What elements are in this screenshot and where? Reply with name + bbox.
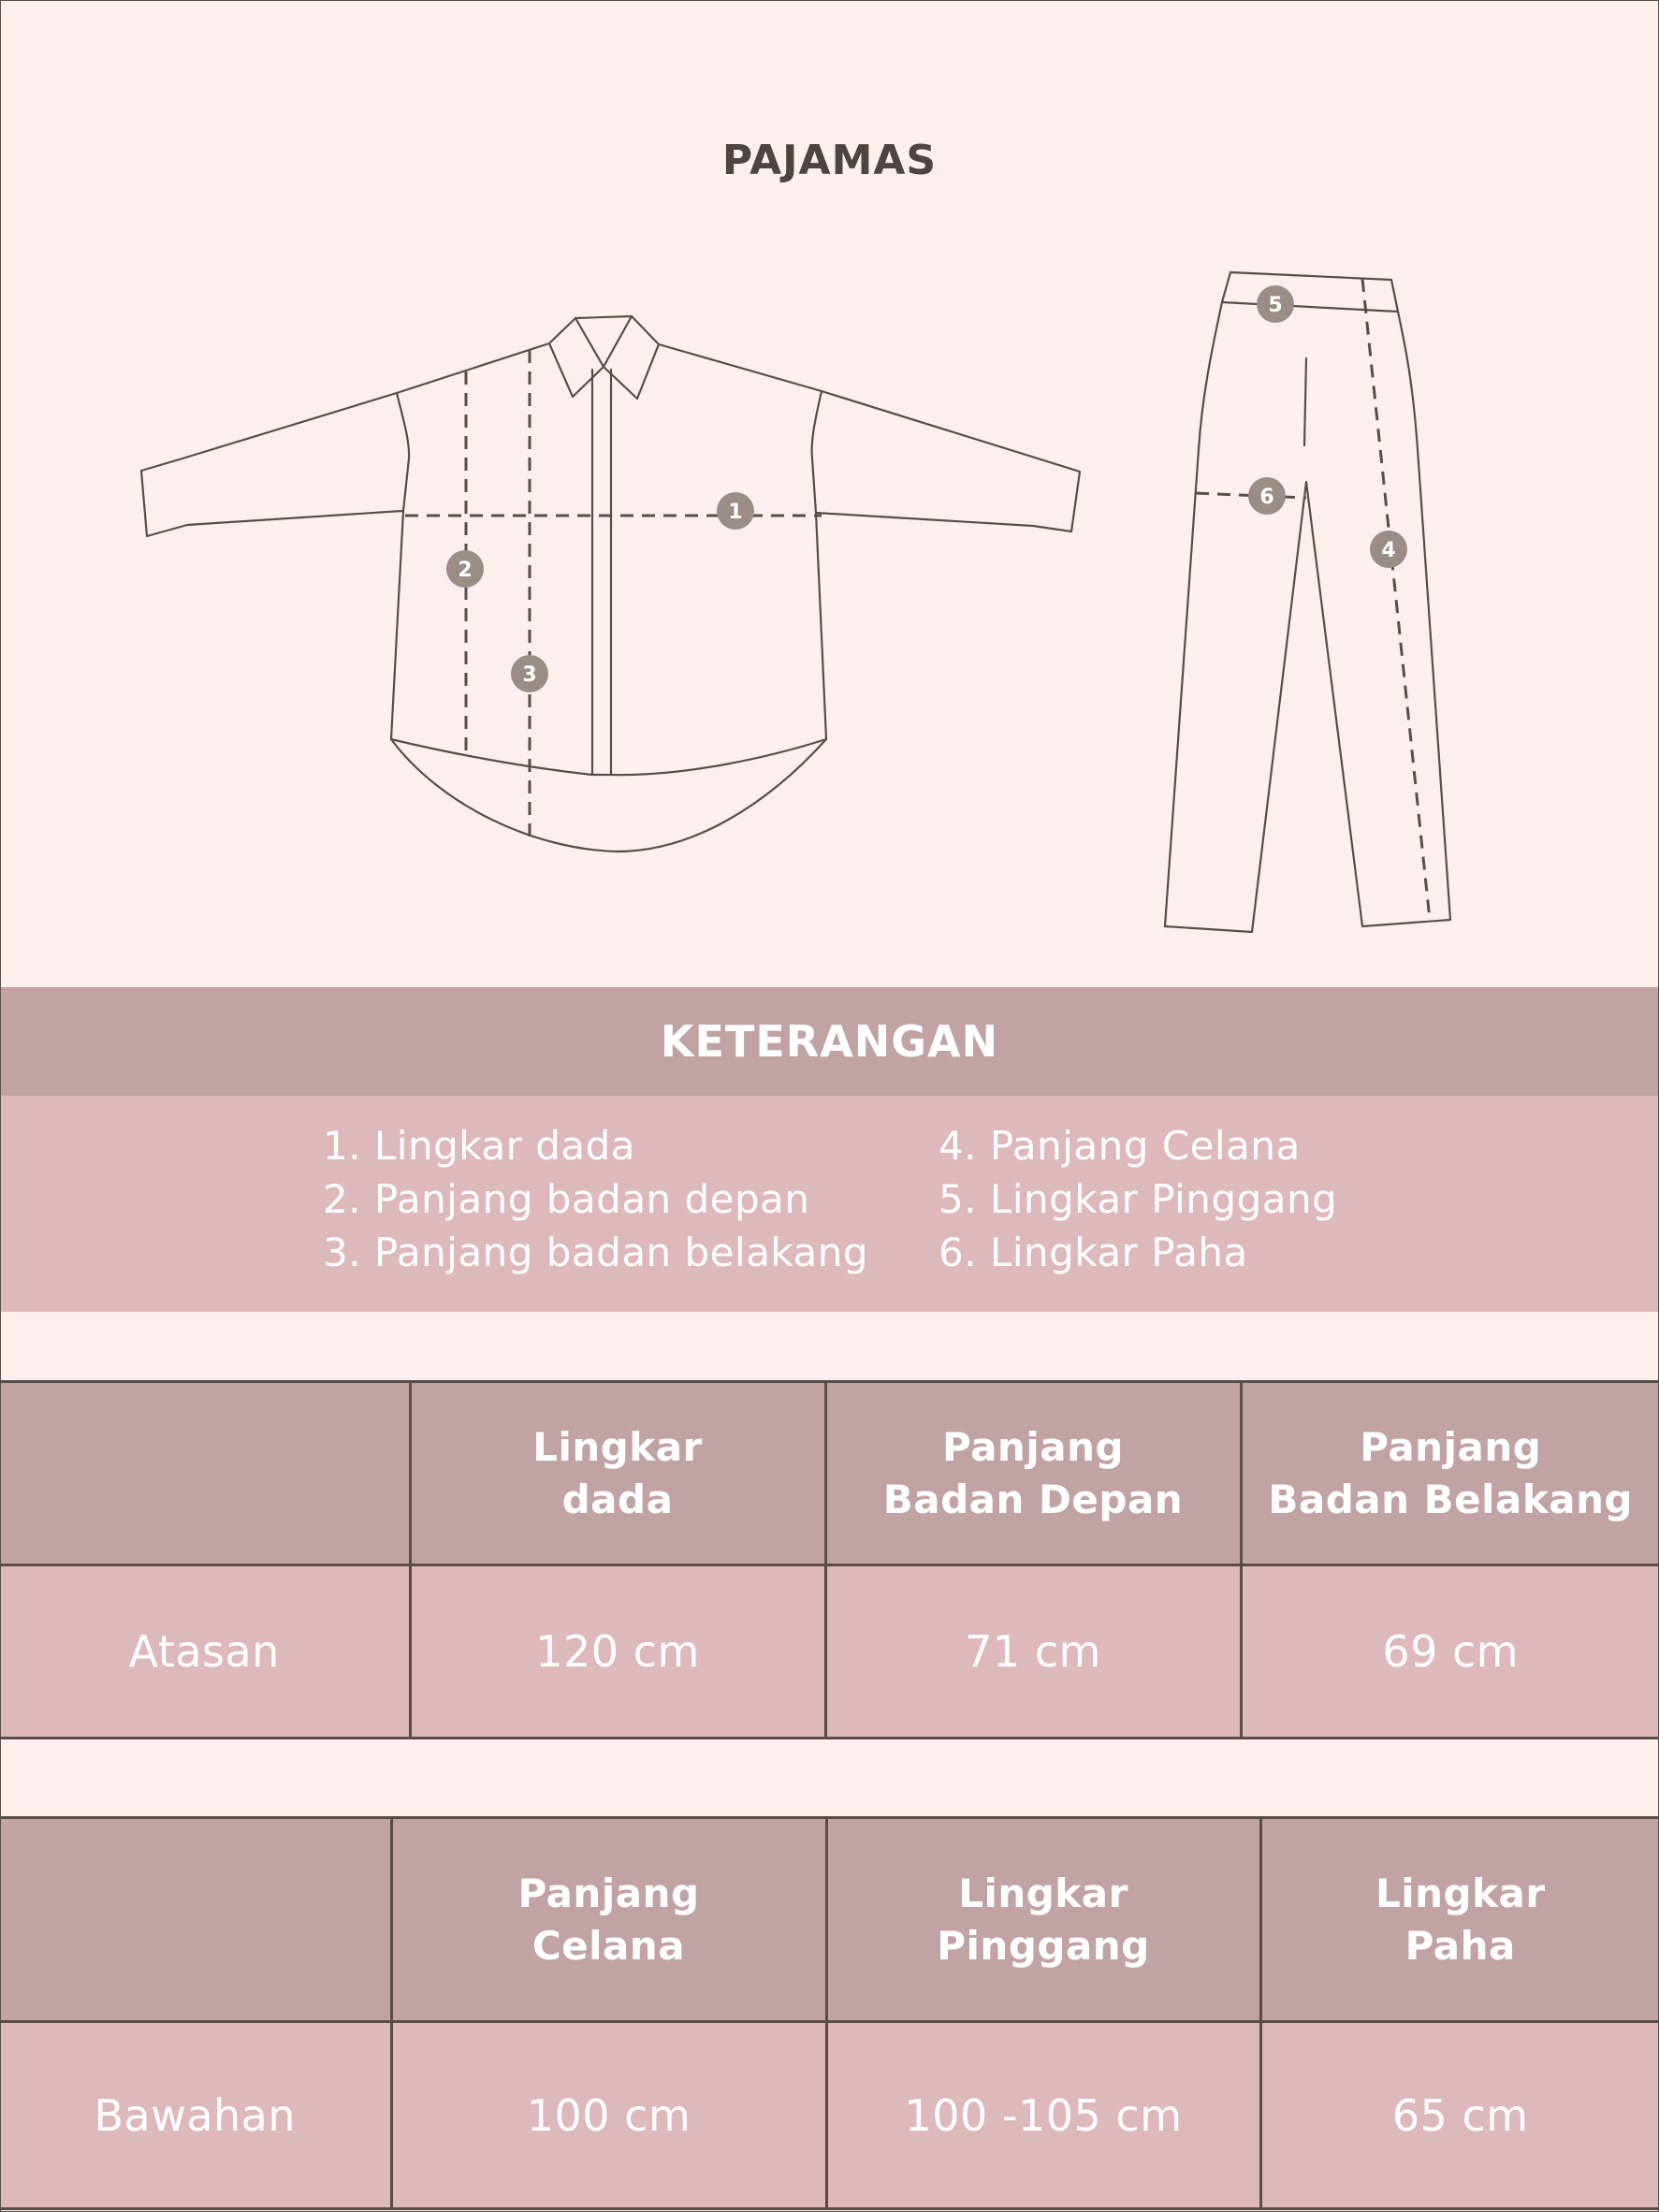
keterangan-heading: KETERANGAN: [0, 987, 1659, 1096]
marker-3-label: 3: [522, 663, 537, 687]
shirt-drawing: [141, 316, 1080, 851]
marker-4-label: 4: [1381, 539, 1396, 562]
legend-item: 4. Panjang Celana: [939, 1123, 1301, 1169]
table-cell: 69 cm: [1241, 1565, 1659, 1739]
table-header-cell: Panjang Badan Belakang: [1241, 1382, 1659, 1565]
legend-item: 3. Panjang badan belakang: [323, 1230, 869, 1275]
table-header-cell: Panjang Celana: [391, 1818, 826, 2022]
marker-1-label: 1: [728, 501, 743, 524]
table-cell: 120 cm: [410, 1565, 825, 1739]
table-header-row: [0, 1818, 1659, 2022]
pants-drawing: [1165, 272, 1450, 932]
bawahan-size-table: [0, 1816, 1659, 2210]
atasan-size-table: [0, 1380, 1659, 1739]
legend-column-left: [323, 1119, 868, 1279]
legend-item: 6. Lingkar Paha: [939, 1230, 1248, 1275]
table-header-cell: Lingkar dada: [410, 1382, 825, 1565]
table-header-empty: [0, 1382, 410, 1565]
garment-illustration: [0, 0, 1659, 987]
keterangan-legend: [0, 1096, 1659, 1312]
table-cell: 100 cm: [391, 2022, 826, 2209]
table-cell: 65 cm: [1260, 2022, 1659, 2209]
marker-5-label: 5: [1268, 294, 1283, 317]
measure-line-4: [1362, 279, 1430, 920]
table-header-cell: Lingkar Pinggang: [826, 1818, 1260, 2022]
row-label: Bawahan: [0, 2022, 391, 2209]
row-label: Atasan: [0, 1565, 410, 1739]
table-cell: 71 cm: [825, 1565, 1241, 1739]
page-title: PAJAMAS: [721, 137, 938, 184]
legend-item: 2. Panjang badan depan: [323, 1176, 810, 1222]
legend-item: 1. Lingkar dada: [323, 1123, 636, 1169]
table-header-row: [0, 1382, 1659, 1565]
table-header-cell: Lingkar Paha: [1260, 1818, 1659, 2022]
legend-column-right: [939, 1119, 1337, 1279]
table-cell: 100 -105 cm: [826, 2022, 1260, 2209]
table-header-empty: [0, 1818, 391, 2022]
marker-6-label: 6: [1259, 486, 1274, 509]
legend-item: 5. Lingkar Pinggang: [939, 1176, 1338, 1222]
table-row: [0, 2022, 1659, 2209]
marker-2-label: 2: [458, 559, 473, 582]
table-header-cell: Panjang Badan Depan: [825, 1382, 1241, 1565]
table-row: [0, 1565, 1659, 1739]
